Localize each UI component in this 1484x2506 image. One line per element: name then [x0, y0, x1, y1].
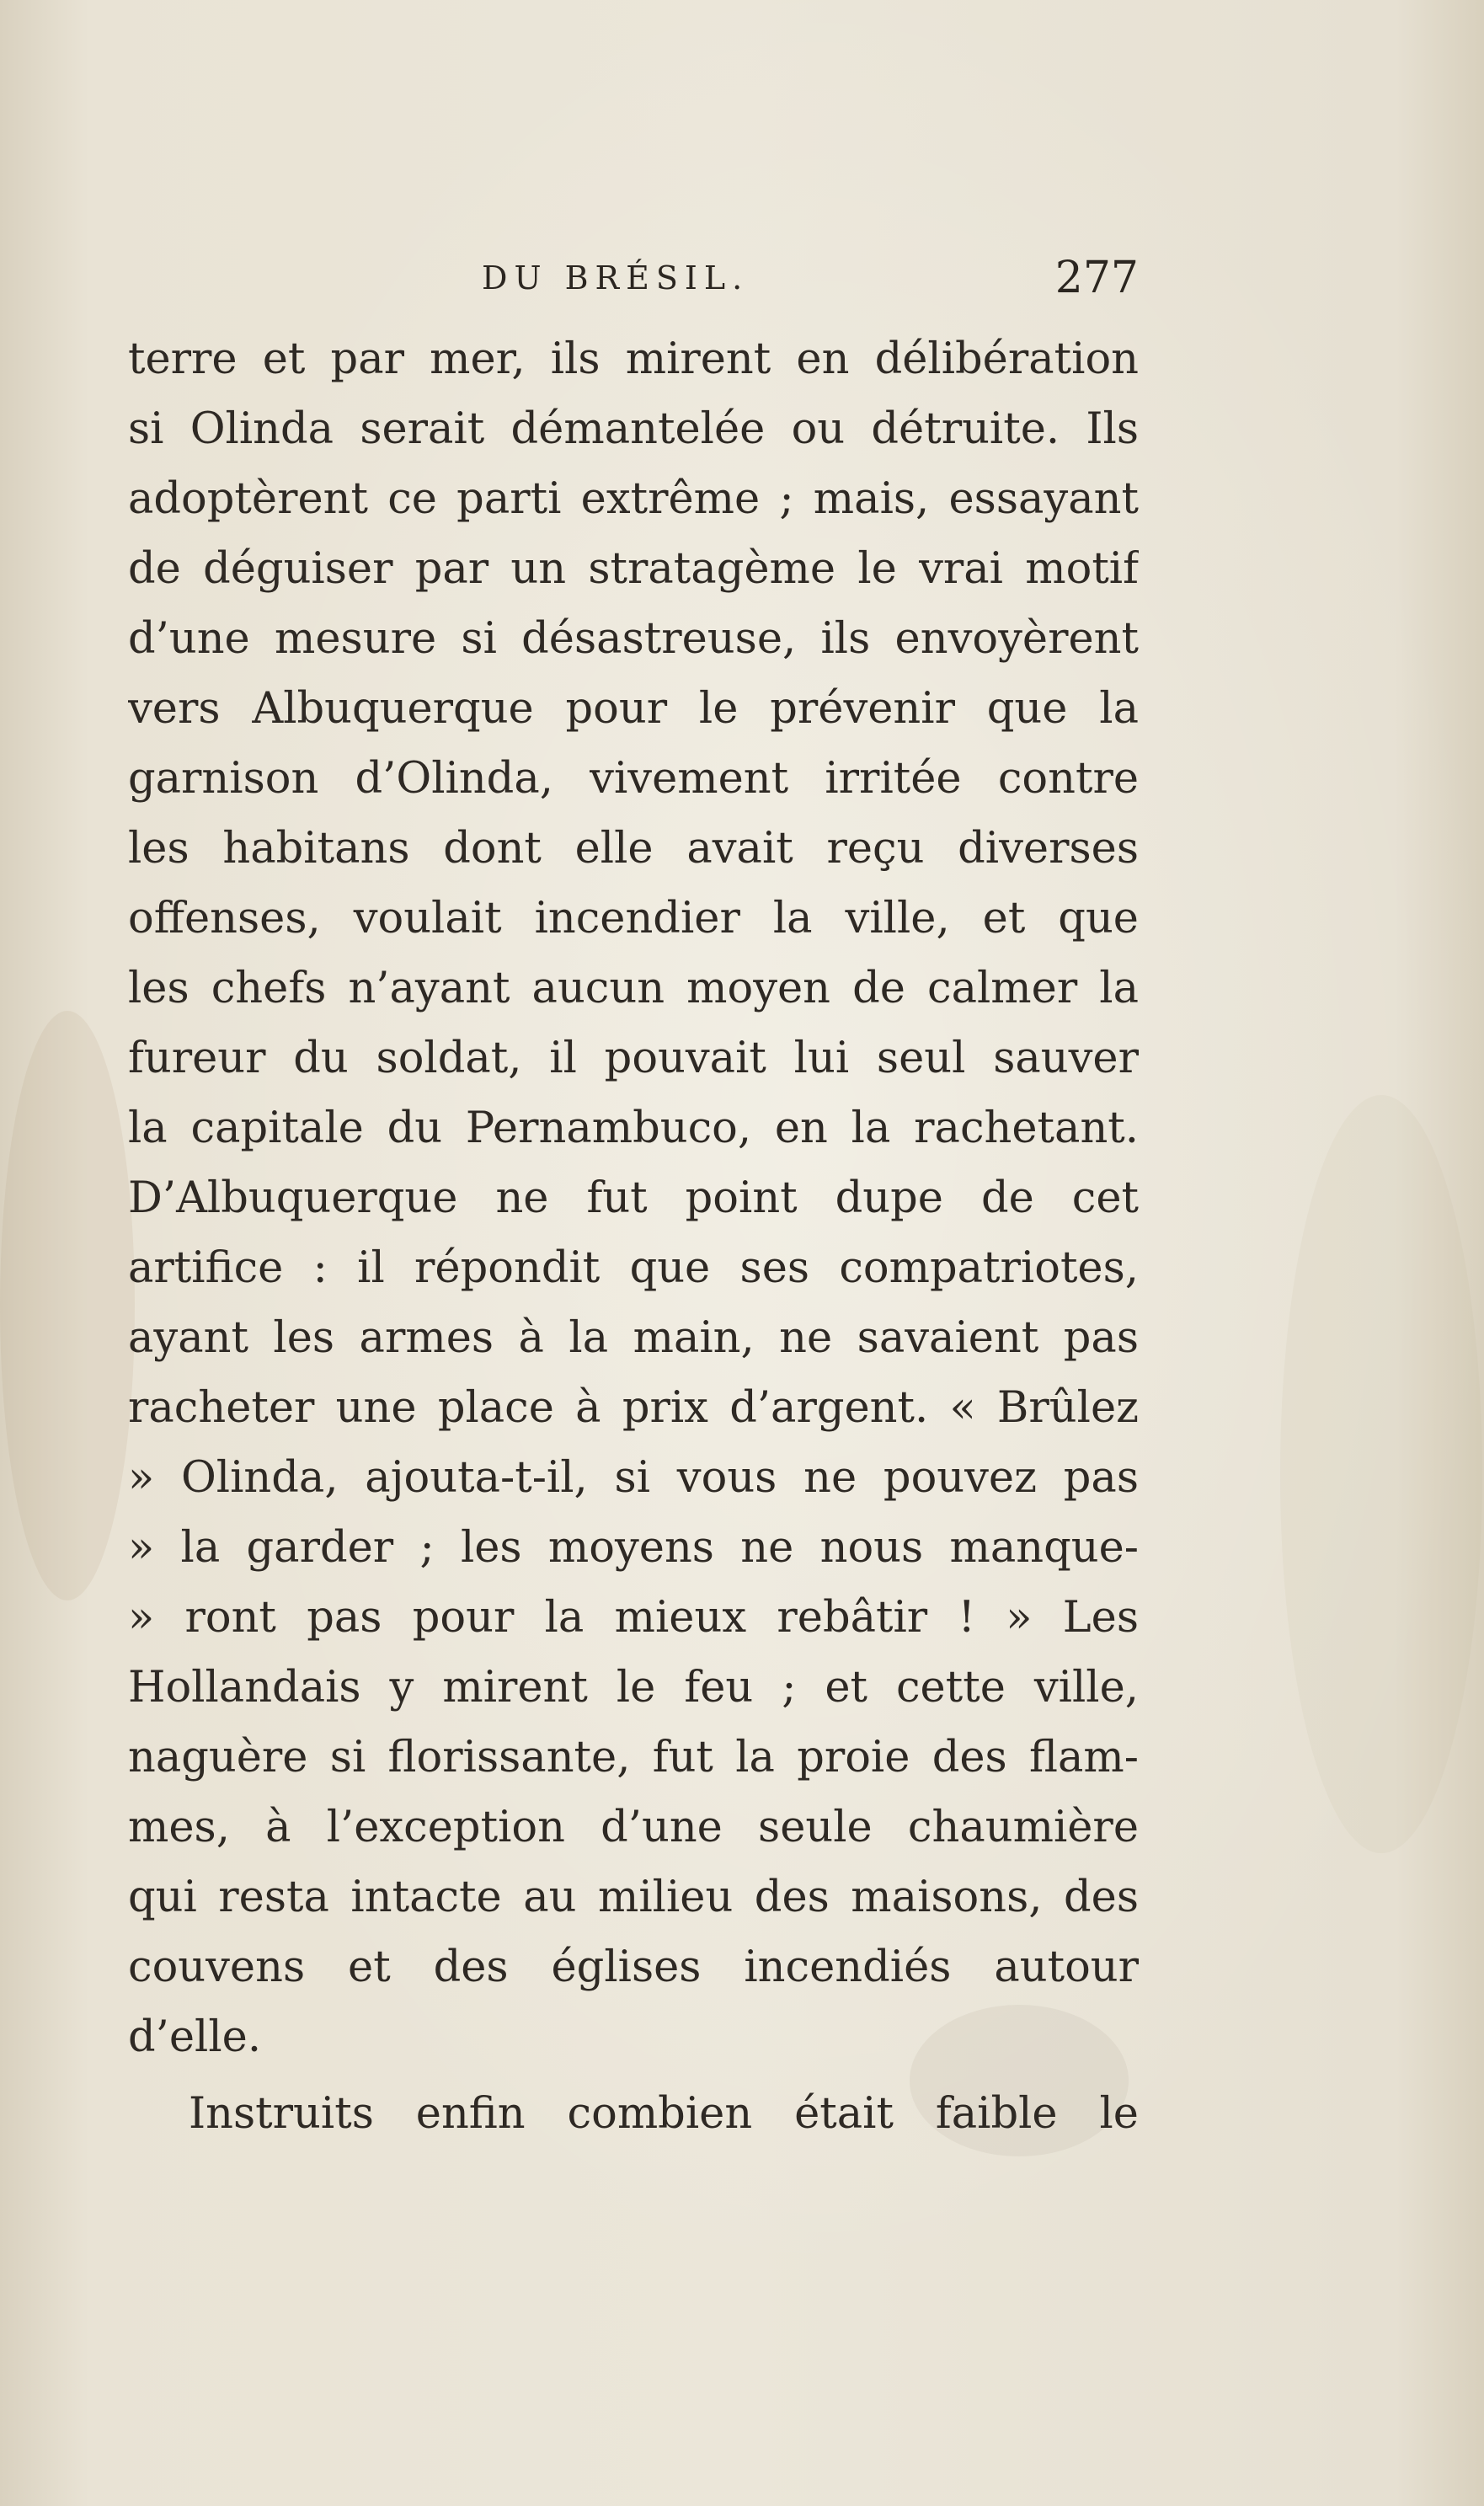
- text-line: » la garder ; les moyens ne nous manque-: [128, 1523, 1139, 1573]
- text-line: de déguiser par un stratagème le vrai motif: [128, 544, 1139, 594]
- text-line: racheter une place à prix d’argent. « Brûlez: [128, 1383, 1139, 1433]
- text-line: » Olinda, ajouta-t-il, si vous ne pouvez pas: [128, 1453, 1139, 1503]
- text-line: mes, à l’exception d’une seule chaumière: [128, 1803, 1139, 1852]
- text-line: la capitale du Pernambuco, en la rachetant.: [128, 1103, 1139, 1153]
- body-text: [128, 324, 1139, 2149]
- paragraph-start-line: Instruits enfin combien était faible le: [189, 2089, 1139, 2139]
- text-line: adoptèrent ce parti extrême ; mais, essayant: [128, 474, 1139, 524]
- text-line: fureur du soldat, il pouvait lui seul sauver: [128, 1034, 1139, 1083]
- text-line: D’Albuquerque ne fut point dupe de cet: [128, 1173, 1139, 1223]
- text-line: Hollandais y mirent le feu ; et cette ville,: [128, 1663, 1139, 1713]
- text-line: terre et par mer, ils mirent en délibération: [128, 334, 1139, 384]
- page-header: [128, 253, 1139, 320]
- text-line: artifice : il répondit que ses compatriotes,: [128, 1243, 1139, 1293]
- text-line: vers Albuquerque pour le prévenir que la: [128, 684, 1139, 734]
- text-line: couvens et des églises incendiés autour: [128, 1942, 1139, 1992]
- paper-stain: [1280, 1095, 1482, 1853]
- paper-stain: [0, 1011, 135, 1600]
- text-line: qui resta intacte au milieu des maisons, des: [128, 1873, 1139, 1922]
- text-line: les chefs n’ayant aucun moyen de calmer la: [128, 964, 1139, 1013]
- running-title: DU BRÉSIL.: [482, 259, 750, 297]
- text-line: offenses, voulait incendier la ville, et que: [128, 894, 1139, 943]
- text-line: naguère si florissante, fut la proie des flam-: [128, 1733, 1139, 1782]
- text-line: » ront pas pour la mieux rebâtir ! » Les: [128, 1593, 1139, 1643]
- page-number: 277: [1054, 253, 1139, 303]
- text-line: d’une mesure si désastreuse, ils envoyèrent: [128, 614, 1139, 664]
- text-line: garnison d’Olinda, vivement irritée contre: [128, 754, 1139, 804]
- text-line: les habitans dont elle avait reçu diverses: [128, 824, 1139, 874]
- text-line: ayant les armes à la main, ne savaient pas: [128, 1313, 1139, 1363]
- text-line: d’elle.: [128, 2012, 262, 2062]
- text-line: si Olinda serait démantelée ou détruite. Ils: [128, 404, 1139, 454]
